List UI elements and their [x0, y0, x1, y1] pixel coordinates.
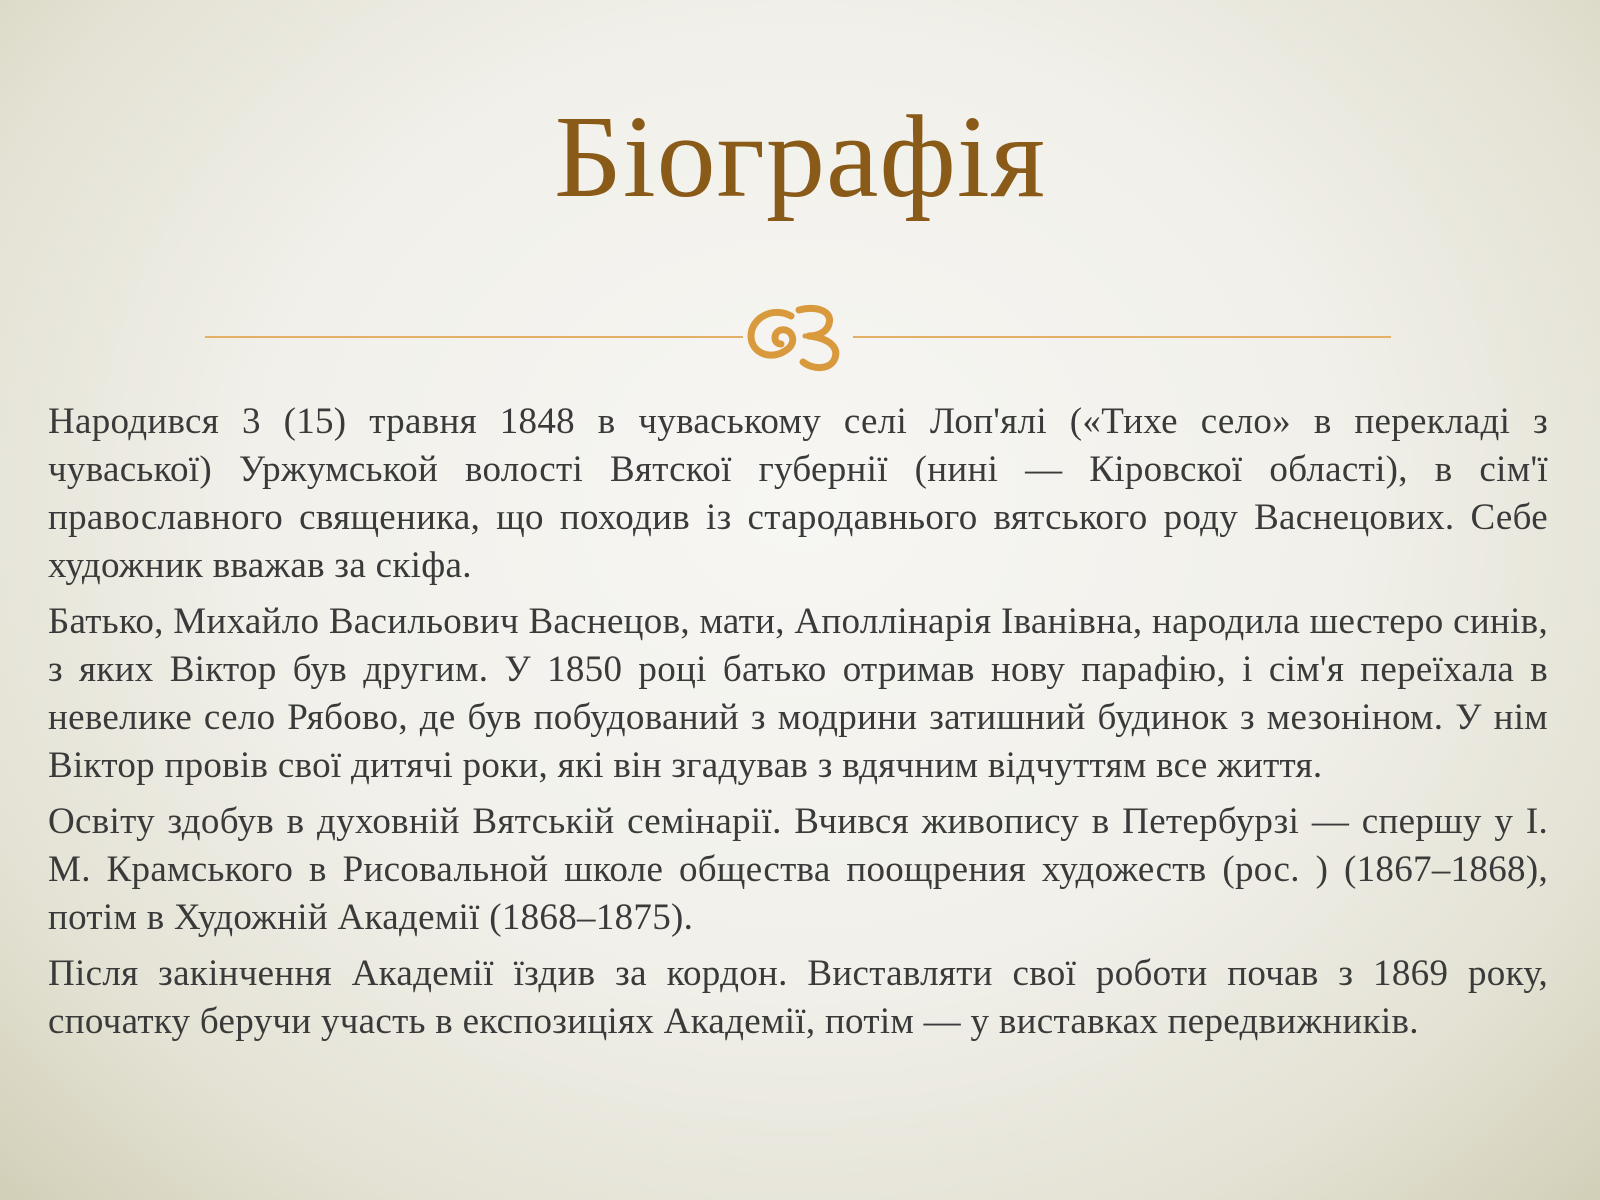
slide-title: Біографія — [554, 91, 1046, 222]
divider-line-left — [205, 336, 743, 338]
divider-line-right — [853, 336, 1391, 338]
paragraph-career: Після закінчення Академії їздив за кордон. Виставляти свої роботи почав з 1869 року, спочатку беручи участь в експозиціях Академії, потім — у виставках передвижників. — [48, 953, 1548, 1042]
flourish-ornament-icon — [743, 296, 853, 376]
paragraph-family: Батько, Михайло Васильович Васнецов, мати, Аполлінарія Іванівна, народила шестеро синів, з яких Віктор був другим. У 1850 році батько отримав нову парафію, і сім'я переїхала в невелике село Рябово, де був побудований з модрини затишний будинок з мезоніном. У нім Віктор провів свої дитячі роки, які він згадував з вдячним відчуттям все життя. — [48, 601, 1548, 786]
paragraph-education: Освіту здобув в духовній Вятській семінарії. Вчився живопису в Петербурзі — спершу у І. М. Крамського в Рисовальной школе общества поощрения художеств (рос. ) (1867–1868), потім в Художній Академії (1868–1875). — [48, 801, 1548, 938]
paragraph-birth: Народився 3 (15) травня 1848 в чуваському селі Лоп'ялі («Тихе село» в перекладі з чуваської) Уржумськой волості Вятскої губернії (нині — Кіровскої області), в сім'ї православного священика, що походив із стародавнього вятського роду Васнецових. Себе художник вважав за скіфа. — [48, 401, 1548, 586]
title-divider — [205, 296, 1391, 376]
biography-text — [48, 398, 1548, 1054]
